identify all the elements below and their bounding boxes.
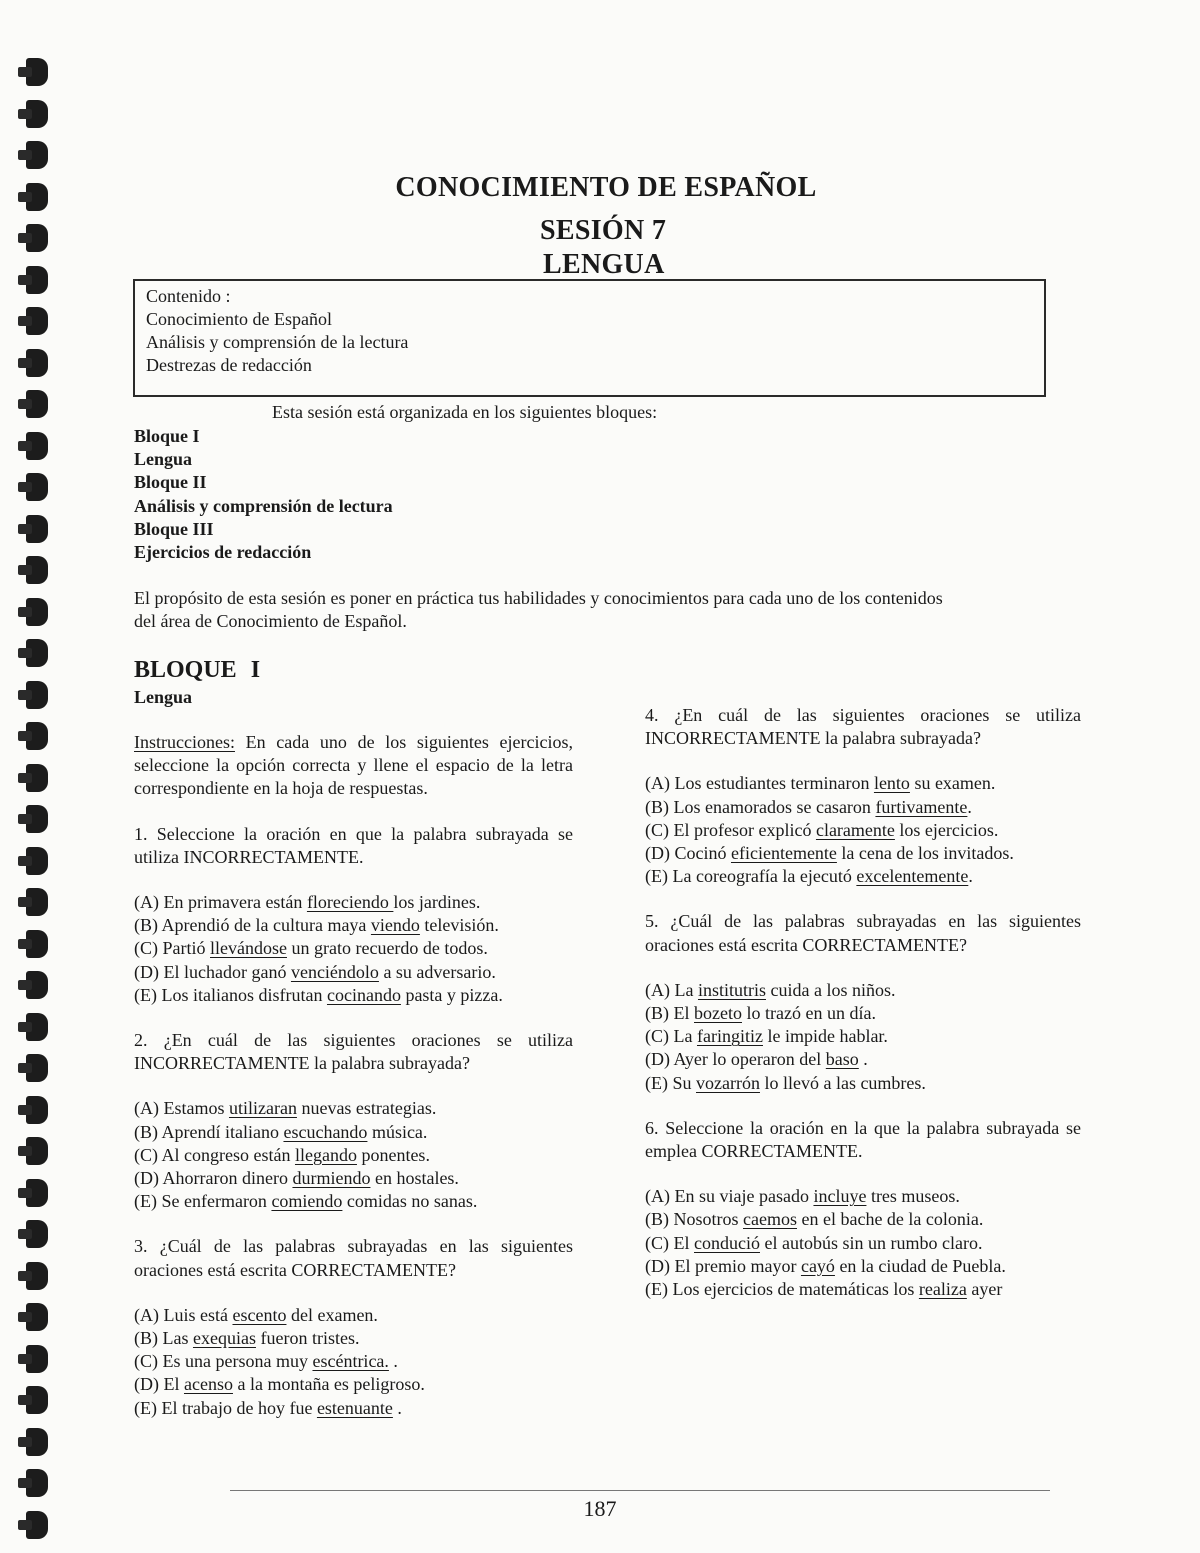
purpose-line: El propósito de esta sesión es poner en práctica tus habilidades y conocimientos para cada uno de los contenidos bbox=[134, 588, 943, 608]
answer-option bbox=[645, 1255, 1081, 1278]
option-text: le impide hablar. bbox=[762, 1026, 888, 1047]
option-text: lo trazó en un día. bbox=[741, 1003, 876, 1024]
option-text: la cena de los invitados. bbox=[836, 843, 1014, 864]
option-text: cuida a los niños. bbox=[766, 979, 896, 1000]
underlined-word: escéntrica. bbox=[312, 1351, 389, 1372]
answer-option bbox=[134, 1304, 573, 1327]
subject-title: LENGUA bbox=[543, 249, 665, 280]
underlined-word: floreciendo bbox=[306, 892, 394, 913]
contents-line: Conocimiento de Español bbox=[146, 309, 332, 329]
answer-option bbox=[645, 772, 1081, 795]
question-stem: 5. ¿Cuál de las palabras subrayadas en las siguientes oraciones está escrita CORRECTAMENTE? bbox=[645, 911, 1081, 955]
binding-hole bbox=[26, 888, 48, 916]
option-text: en el bache de la colonia. bbox=[796, 1209, 984, 1230]
underlined-word: cayó bbox=[800, 1255, 835, 1276]
option-text: (E) Su bbox=[645, 1072, 696, 1093]
option-text: (C) El bbox=[645, 1232, 694, 1253]
answer-option bbox=[134, 1327, 573, 1350]
instructions bbox=[134, 731, 573, 801]
underlined-word: condució bbox=[694, 1232, 760, 1253]
underlined-word: cocinando bbox=[326, 984, 401, 1005]
answer-option bbox=[134, 937, 573, 960]
underlined-word: llegando bbox=[294, 1144, 357, 1165]
answer-option bbox=[134, 1190, 573, 1213]
option-text: . bbox=[968, 866, 973, 887]
contents-line: Contenido : bbox=[146, 286, 231, 306]
option-text: (E) Se enfermaron bbox=[134, 1191, 272, 1212]
binding-hole bbox=[26, 598, 48, 626]
answer-option bbox=[645, 1025, 1081, 1048]
instructions-text: En cada uno de los siguientes ejercicios, seleccione la opción correcta y llene el espacio de la letra correspondiente en la hoja de respuestas. bbox=[134, 732, 573, 799]
answer-option bbox=[134, 1167, 573, 1190]
option-text: (D) El premio mayor bbox=[645, 1255, 801, 1276]
option-text: (E) Los ejercicios de matemáticas los bbox=[645, 1279, 919, 1300]
binding-hole bbox=[26, 847, 48, 875]
option-text: (A) En primavera están bbox=[134, 892, 307, 913]
binding-hole bbox=[26, 681, 48, 709]
answer-option bbox=[645, 819, 1081, 842]
contents-line: Análisis y comprensión de la lectura bbox=[146, 332, 409, 352]
option-text: (B) Los enamorados se casaron bbox=[645, 796, 876, 817]
underlined-word: excelentemente bbox=[856, 866, 969, 887]
underlined-word: baso bbox=[825, 1049, 859, 1070]
option-text: en la ciudad de Puebla. bbox=[834, 1255, 1006, 1276]
option-text: pasta y pizza. bbox=[400, 984, 503, 1005]
binding-hole bbox=[26, 307, 48, 335]
right-column bbox=[645, 704, 1081, 1301]
option-text: (A) Estamos bbox=[134, 1098, 229, 1119]
answer-option bbox=[645, 979, 1081, 1002]
underlined-word: furtivamente bbox=[875, 796, 968, 817]
option-text: fueron tristes. bbox=[255, 1328, 360, 1349]
option-text: ponentes. bbox=[356, 1144, 430, 1165]
option-text: a su adversario. bbox=[378, 961, 496, 982]
question-2 bbox=[134, 1029, 573, 1213]
contents-line: Destrezas de redacción bbox=[146, 355, 312, 375]
binding-hole bbox=[26, 764, 48, 792]
answer-option bbox=[645, 1002, 1081, 1025]
option-text: un grato recuerdo de todos. bbox=[286, 938, 488, 959]
binding-hole bbox=[26, 390, 48, 418]
purpose-text bbox=[134, 587, 1084, 633]
option-text: nuevas estrategias. bbox=[296, 1098, 437, 1119]
question-1 bbox=[134, 823, 573, 1007]
underlined-word: institutris bbox=[697, 979, 766, 1000]
option-text: (D) El luchador ganó bbox=[134, 961, 291, 982]
option-text: . bbox=[392, 1397, 402, 1418]
question-stem: 3. ¿Cuál de las palabras subrayadas en las siguientes oraciones está escrita CORRECTAMENTE? bbox=[134, 1236, 573, 1280]
option-text: los ejercicios. bbox=[894, 819, 999, 840]
blocks-list-item: Bloque III bbox=[134, 518, 214, 539]
option-text: (B) Aprendió de la cultura maya bbox=[134, 915, 371, 936]
question-6 bbox=[645, 1117, 1081, 1301]
instructions-label: Instrucciones: bbox=[134, 732, 235, 752]
binding-hole bbox=[26, 473, 48, 501]
answer-option bbox=[134, 1397, 573, 1420]
option-text: el autobús sin un rumbo claro. bbox=[759, 1232, 983, 1253]
option-text: lo llevó a las cumbres. bbox=[759, 1072, 926, 1093]
option-text: (A) En su viaje pasado bbox=[645, 1186, 814, 1207]
answer-option bbox=[645, 1278, 1081, 1301]
question-5 bbox=[645, 910, 1081, 1094]
binding-hole bbox=[26, 1054, 48, 1082]
underlined-word: escuchando bbox=[283, 1121, 368, 1142]
answer-option bbox=[134, 891, 573, 914]
option-text: tres museos. bbox=[866, 1186, 960, 1207]
answer-option bbox=[134, 1097, 573, 1120]
underlined-word: acenso bbox=[183, 1374, 233, 1395]
binding-hole bbox=[26, 1262, 48, 1290]
option-text: (C) Partió bbox=[134, 938, 210, 959]
binding-hole bbox=[26, 1137, 48, 1165]
underlined-word: comiendo bbox=[271, 1191, 343, 1212]
binding-hole bbox=[26, 971, 48, 999]
contents-box bbox=[133, 279, 1046, 397]
blocks-list-item: Bloque II bbox=[134, 472, 207, 493]
answer-option bbox=[645, 1048, 1081, 1071]
option-text: (E) La coreografía la ejecutó bbox=[645, 866, 857, 887]
option-text: (B) Aprendí italiano bbox=[134, 1121, 284, 1142]
answer-option bbox=[645, 1208, 1081, 1231]
option-text: los jardines. bbox=[393, 892, 481, 913]
binding-hole bbox=[26, 805, 48, 833]
footer-rule bbox=[230, 1490, 1050, 1491]
answer-option bbox=[134, 1144, 573, 1167]
answer-option bbox=[134, 1350, 573, 1373]
option-text: (D) Ayer lo operaron del bbox=[645, 1049, 826, 1070]
page-title: CONOCIMIENTO DE ESPAÑOL bbox=[395, 172, 817, 203]
binding-hole bbox=[26, 556, 48, 584]
underlined-word: incluye bbox=[813, 1186, 867, 1207]
blocks-list-item: Ejercicios de redacción bbox=[134, 542, 312, 563]
binding-hole bbox=[26, 1386, 48, 1414]
binding-hole bbox=[26, 1179, 48, 1207]
underlined-word: viendo bbox=[370, 915, 420, 936]
option-text: (E) Los italianos disfrutan bbox=[134, 984, 327, 1005]
answer-option bbox=[134, 1373, 573, 1396]
binding-hole bbox=[26, 1096, 48, 1124]
option-text: (C) La bbox=[645, 1026, 697, 1047]
binding-hole bbox=[26, 1303, 48, 1331]
blocks-list-item: Lengua bbox=[134, 449, 193, 470]
option-text: del examen. bbox=[286, 1304, 378, 1325]
option-text: (B) El bbox=[645, 1003, 694, 1024]
underlined-word: caemos bbox=[743, 1209, 797, 1230]
answer-option bbox=[645, 842, 1081, 865]
underlined-word: utilizaran bbox=[228, 1098, 297, 1119]
question-4 bbox=[645, 704, 1081, 888]
session-title: SESIÓN 7 bbox=[540, 215, 667, 246]
option-text: (A) Los estudiantes terminaron bbox=[645, 773, 874, 794]
option-text: (D) El bbox=[134, 1374, 184, 1395]
answer-option bbox=[645, 1232, 1081, 1255]
answer-option bbox=[645, 1185, 1081, 1208]
underlined-word: durmiendo bbox=[292, 1168, 371, 1189]
option-text: (B) Nosotros bbox=[645, 1209, 743, 1230]
option-text: (B) Las bbox=[134, 1328, 193, 1349]
underlined-word: realiza bbox=[918, 1279, 967, 1300]
binding-hole bbox=[26, 1220, 48, 1248]
option-text: su examen. bbox=[909, 773, 996, 794]
binding-hole bbox=[26, 930, 48, 958]
option-text: . bbox=[388, 1351, 398, 1372]
blocks-list-item: Bloque I bbox=[134, 426, 200, 446]
answer-option bbox=[645, 1072, 1081, 1095]
option-text: (D) Cocinó bbox=[645, 843, 731, 864]
option-text: (C) El profesor explicó bbox=[645, 819, 816, 840]
binding-hole bbox=[26, 1469, 48, 1497]
binding-hole bbox=[26, 1345, 48, 1373]
underlined-word: eficientemente bbox=[730, 843, 837, 864]
option-text: . bbox=[967, 796, 972, 817]
answer-option bbox=[645, 865, 1081, 888]
option-text: música. bbox=[367, 1121, 428, 1142]
option-text: . bbox=[858, 1049, 868, 1070]
binding-hole bbox=[26, 515, 48, 543]
underlined-word: faringitiz bbox=[696, 1026, 763, 1047]
option-text: (E) El trabajo de hoy fue bbox=[134, 1397, 317, 1418]
question-3 bbox=[134, 1235, 573, 1419]
option-text: (C) Al congreso están bbox=[134, 1144, 295, 1165]
binding-hole bbox=[26, 432, 48, 460]
blocks-intro: Esta sesión está organizada en los siguientes bloques: bbox=[272, 402, 658, 422]
option-text: (C) Es una persona muy bbox=[134, 1351, 313, 1372]
binding-hole bbox=[26, 100, 48, 128]
underlined-word: claramente bbox=[815, 819, 895, 840]
option-text: televisión. bbox=[419, 915, 499, 936]
option-text: a la montaña es peligroso. bbox=[232, 1374, 425, 1395]
binding-hole bbox=[26, 722, 48, 750]
answer-option bbox=[134, 961, 573, 984]
blocks-list-item: Análisis y comprensión de lectura bbox=[134, 495, 393, 516]
option-text: (D) Ahorraron dinero bbox=[134, 1168, 293, 1189]
option-text: (A) Luis está bbox=[134, 1304, 233, 1325]
binding-hole bbox=[26, 1013, 48, 1041]
purpose-line: del área de Conocimiento de Español. bbox=[134, 611, 407, 632]
underlined-word: lento bbox=[873, 773, 910, 794]
option-text: ayer bbox=[966, 1279, 1003, 1300]
binding-hole bbox=[26, 1428, 48, 1456]
page-number: 187 bbox=[583, 1496, 617, 1521]
answer-option bbox=[134, 1121, 573, 1144]
underlined-word: exequias bbox=[192, 1328, 256, 1349]
option-text: en hostales. bbox=[370, 1168, 459, 1189]
answer-option bbox=[645, 796, 1081, 819]
underlined-word: bozeto bbox=[694, 1003, 742, 1024]
option-text: (A) La bbox=[645, 979, 698, 1000]
underlined-word: llevándose bbox=[210, 938, 287, 959]
binding-hole bbox=[26, 266, 48, 294]
question-stem: 6. Seleccione la oración en la que la palabra subrayada se emplea CORRECTAMENTE. bbox=[645, 1117, 1081, 1162]
question-stem: 2. ¿En cuál de las siguientes oraciones se utiliza INCORRECTAMENTE la palabra subrayada? bbox=[134, 1030, 573, 1074]
underlined-word: escento bbox=[232, 1304, 287, 1325]
binding-hole bbox=[26, 639, 48, 667]
underlined-word: venciéndolo bbox=[290, 961, 379, 982]
question-stem: 4. ¿En cuál de las siguientes oraciones se utiliza INCORRECTAMENTE la palabra subrayada? bbox=[645, 705, 1081, 749]
spiral-binding bbox=[0, 0, 70, 1553]
underlined-word: estenuante bbox=[316, 1397, 393, 1418]
binding-hole bbox=[26, 349, 48, 377]
binding-hole bbox=[26, 58, 48, 86]
section-heading: BLOQUE I bbox=[134, 657, 261, 683]
underlined-word: vozarrón bbox=[696, 1072, 760, 1093]
answer-option bbox=[134, 984, 573, 1007]
question-stem: 1. Seleccione la oración en que la palabra subrayada se utiliza INCORRECTAMENTE. bbox=[134, 823, 573, 867]
section-subheading: Lengua bbox=[134, 687, 193, 707]
binding-hole bbox=[26, 224, 48, 252]
binding-hole bbox=[26, 141, 48, 169]
blocks-list bbox=[134, 425, 393, 564]
answer-option bbox=[134, 914, 573, 937]
left-column bbox=[134, 731, 573, 1420]
option-text: comidas no sanas. bbox=[342, 1191, 478, 1212]
